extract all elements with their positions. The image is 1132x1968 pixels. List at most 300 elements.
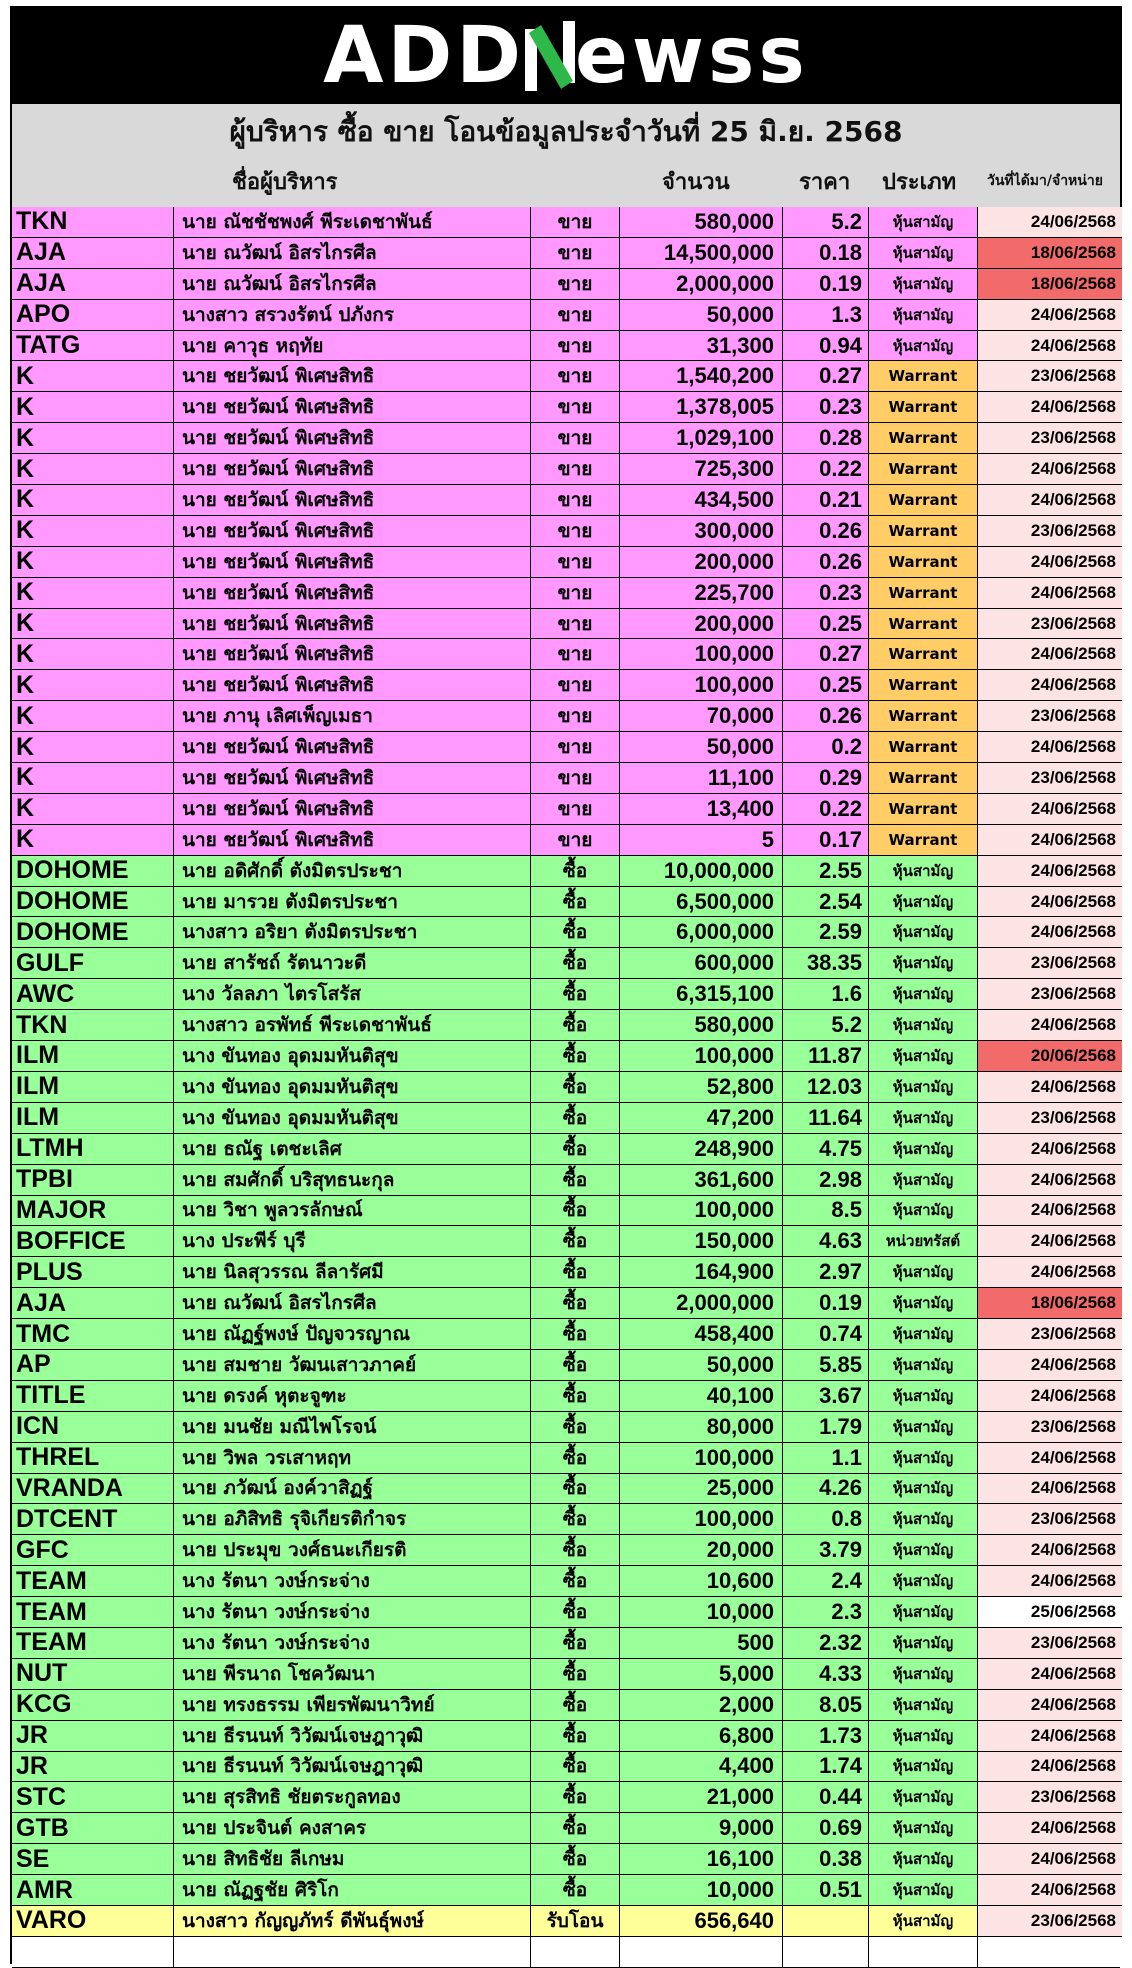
price-cell: 11.64 [783,1103,869,1133]
security-type-cell: Warrant [869,547,978,577]
symbol-cell: VARO [12,1906,174,1936]
amount-cell: 100,000 [620,1504,783,1534]
date-cell: 24/06/2568 [978,1072,1122,1102]
action-cell: ซื้อ [531,948,620,978]
date-cell: 23/06/2568 [978,979,1122,1009]
executive-name-cell: นาย ชยวัฒน์ พิเศษสิทธิ [174,547,531,577]
price-cell: 0.27 [783,361,869,391]
symbol-cell: K [12,794,174,824]
table-row [12,979,1120,1010]
security-type-cell: Warrant [869,732,978,762]
price-cell: 0.27 [783,639,869,669]
col-header-date: วันที่ได้มา/จำหน่าย [987,173,1103,189]
executive-name-cell: นาง รัตนา วงษ์กระจ่าง [174,1628,531,1658]
security-type-cell: หุ้นสามัญ [869,1010,978,1040]
security-type-cell: หุ้นสามัญ [869,1504,978,1534]
executive-name-cell: นาย ณวัฒน์ อิสรไกรศีล [174,238,531,268]
security-type-cell: Warrant [869,763,978,793]
symbol-cell: TEAM [12,1566,174,1596]
amount-cell: 300,000 [620,516,783,546]
symbol-cell: K [12,732,174,762]
executive-name-cell: นาย ณัฏฐชัย ศิริโก [174,1875,531,1905]
executive-name-cell: นาย ชยวัฒน์ พิเศษสิทธิ [174,485,531,515]
action-cell: ขาย [531,578,620,608]
action-cell: ขาย [531,300,620,330]
table-row [12,1072,1120,1103]
amount-cell: 13,400 [620,794,783,824]
action-cell: ขาย [531,207,620,237]
executive-name-cell: นาย ชยวัฒน์ พิเศษสิทธิ [174,639,531,669]
price-cell: 2.4 [783,1566,869,1596]
report-header [12,104,1120,209]
date-cell: 24/06/2568 [978,856,1122,886]
security-type-cell: หุ้นสามัญ [869,1875,978,1905]
executive-name-cell: นาย คาวุธ หฤทัย [174,331,531,361]
symbol-cell: LTMH [12,1134,174,1164]
table-row [12,1782,1120,1813]
logo-text-right: ewss [575,11,809,101]
table-row [12,1628,1120,1659]
amount-cell: 100,000 [620,1443,783,1473]
security-type-cell: หุ้นสามัญ [869,207,978,237]
table-row [12,670,1120,701]
security-type-cell: หุ้นสามัญ [869,1782,978,1812]
action-cell: ซื้อ [531,1504,620,1534]
executive-name-cell: นาย ชยวัฒน์ พิเศษสิทธิ [174,732,531,762]
security-type-cell: หุ้นสามัญ [869,948,978,978]
date-cell: 24/06/2568 [978,300,1122,330]
price-cell: 11.87 [783,1041,869,1071]
action-cell: ขาย [531,361,620,391]
security-type-cell: หุ้นสามัญ [869,1196,978,1226]
table-row [12,1257,1120,1288]
action-cell: ขาย [531,732,620,762]
action-cell: ขาย [531,547,620,577]
price-cell: 0.21 [783,485,869,515]
action-cell: ซื้อ [531,1721,620,1751]
executive-name-cell: นาย วิชา พูลวรลักษณ์ [174,1196,531,1226]
table-row [12,1474,1120,1505]
date-cell: 24/06/2568 [978,1443,1122,1473]
price-cell: 2.98 [783,1165,869,1195]
date-cell: 23/06/2568 [978,763,1122,793]
amount-cell: 10,000 [620,1875,783,1905]
executive-name-cell: นาย ชยวัฒน์ พิเศษสิทธิ [174,670,531,700]
action-cell: ซื้อ [531,1875,620,1905]
symbol-cell: GTB [12,1813,174,1843]
date-cell: 24/06/2568 [978,578,1122,608]
price-cell: 0.2 [783,732,869,762]
security-type-cell: Warrant [869,639,978,669]
symbol-cell: JR [12,1721,174,1751]
executive-name-cell: นาย ชยวัฒน์ พิเศษสิทธิ [174,516,531,546]
amount-cell: 725,300 [620,454,783,484]
price-cell: 8.5 [783,1196,869,1226]
executive-name-cell: นางสาว กัญญภัทร์ ดีพันธุ์พงษ์ [174,1906,531,1936]
action-cell: ซื้อ [531,1010,620,1040]
table-row [12,1165,1120,1196]
date-cell: 24/06/2568 [978,1566,1122,1596]
symbol-cell: AP [12,1350,174,1380]
price-cell: 0.17 [783,825,869,855]
price-cell: 3.67 [783,1381,869,1411]
security-type-cell: หุ้นสามัญ [869,1813,978,1843]
price-cell: 4.75 [783,1134,869,1164]
table-row [12,485,1120,516]
price-cell: 2.97 [783,1257,869,1287]
symbol-cell: SE [12,1844,174,1874]
action-cell: ขาย [531,392,620,422]
security-type-cell: หุ้นสามัญ [869,1535,978,1565]
table-row [12,1721,1120,1752]
date-cell: 18/06/2568 [978,269,1122,299]
table-row [12,454,1120,485]
table-row [12,1381,1120,1412]
table-row [12,1041,1120,1072]
date-cell: 24/06/2568 [978,732,1122,762]
table-row [12,1690,1120,1721]
price-cell: 0.18 [783,238,869,268]
security-type-cell: หุ้นสามัญ [869,1597,978,1627]
date-cell: 23/06/2568 [978,516,1122,546]
security-type-cell: หุ้นสามัญ [869,1350,978,1380]
amount-cell: 20,000 [620,1535,783,1565]
amount-cell: 5,000 [620,1659,783,1689]
security-type-cell: Warrant [869,361,978,391]
date-cell: 24/06/2568 [978,485,1122,515]
symbol-cell: BOFFICE [12,1226,174,1256]
action-cell: ซื้อ [531,1226,620,1256]
action-cell: ซื้อ [531,1566,620,1596]
date-cell: 24/06/2568 [978,1381,1122,1411]
action-cell: ซื้อ [531,1288,620,1318]
symbol-cell: K [12,825,174,855]
action-cell: ซื้อ [531,1690,620,1720]
date-cell: 23/06/2568 [978,1628,1122,1658]
amount-cell: 47,200 [620,1103,783,1133]
table-row [12,578,1120,609]
executive-name-cell: นาย ประจินต์ คงสาคร [174,1813,531,1843]
date-cell: 24/06/2568 [978,1875,1122,1905]
table-row [12,856,1120,887]
amount-cell: 6,800 [620,1721,783,1751]
executive-name-cell: นาย ชยวัฒน์ พิเศษสิทธิ [174,763,531,793]
amount-cell: 11,100 [620,763,783,793]
executive-name-cell: นาง รัตนา วงษ์กระจ่าง [174,1597,531,1627]
security-type-cell: หุ้นสามัญ [869,1319,978,1349]
security-type-cell: หุ้นสามัญ [869,1474,978,1504]
table-row [12,1010,1120,1041]
action-cell: ซื้อ [531,1103,620,1133]
action-cell: ซื้อ [531,979,620,1009]
date-cell: 24/06/2568 [978,1165,1122,1195]
date-cell: 24/06/2568 [978,1010,1122,1040]
price-cell: 1.1 [783,1443,869,1473]
table-row [12,1288,1120,1319]
date-cell: 24/06/2568 [978,1659,1122,1689]
price-cell: 4.33 [783,1659,869,1689]
security-type-cell: หุ้นสามัญ [869,1288,978,1318]
action-cell: ซื้อ [531,887,620,917]
amount-cell: 6,000,000 [620,917,783,947]
amount-cell: 2,000,000 [620,269,783,299]
date-cell: 23/06/2568 [978,1103,1122,1133]
amount-cell: 9,000 [620,1813,783,1843]
action-cell: ซื้อ [531,917,620,947]
date-cell: 23/06/2568 [978,1782,1122,1812]
security-type-cell: Warrant [869,701,978,731]
table-row [12,1597,1120,1628]
price-cell: 0.74 [783,1319,869,1349]
table-row [12,1412,1120,1443]
symbol-cell: AWC [12,979,174,1009]
executive-name-cell: นาง ขันทอง อุดมมหันติสุข [174,1041,531,1071]
action-cell: ซื้อ [531,1412,620,1442]
amount-cell: 580,000 [620,207,783,237]
action-cell: ซื้อ [531,1381,620,1411]
executive-name-cell: นาย ธีรนนท์ วิวัฒน์เจษฎาวุฒิ [174,1752,531,1782]
action-cell: ซื้อ [531,1474,620,1504]
table-row [12,732,1120,763]
security-type-cell: Warrant [869,454,978,484]
action-cell: ขาย [531,825,620,855]
price-cell: 0.28 [783,423,869,453]
amount-cell: 150,000 [620,1226,783,1256]
action-cell: ซื้อ [531,1196,620,1226]
price-cell [783,1906,869,1936]
symbol-cell: DOHOME [12,856,174,886]
price-cell: 0.25 [783,609,869,639]
table-row [12,1906,1120,1937]
insider-table [12,207,1120,1968]
action-cell: ซื้อ [531,1782,620,1812]
security-type-cell: Warrant [869,609,978,639]
symbol-cell: TKN [12,207,174,237]
price-cell: 0.69 [783,1813,869,1843]
amount-cell: 5 [620,825,783,855]
security-type-cell: หุ้นสามัญ [869,1443,978,1473]
price-cell: 0.51 [783,1875,869,1905]
table-row [12,1226,1120,1257]
security-type-cell: หุ้นสามัญ [869,238,978,268]
price-cell: 0.26 [783,547,869,577]
symbol-cell: GULF [12,948,174,978]
report-title: ผู้บริหาร ซื้อ ขาย โอนข้อมูลประจำวันที่ 25 มิ.ย. 2568 [229,115,903,148]
date-cell: 24/06/2568 [978,1257,1122,1287]
price-cell: 0.22 [783,454,869,484]
table-row [12,917,1120,948]
security-type-cell: หุ้นสามัญ [869,1134,978,1164]
amount-cell: 458,400 [620,1319,783,1349]
price-cell: 2.55 [783,856,869,886]
table-row [12,361,1120,392]
action-cell: ซื้อ [531,1597,620,1627]
table-row [12,269,1120,300]
table-row [12,1659,1120,1690]
action-cell: ซื้อ [531,1165,620,1195]
security-type-cell: หุ้นสามัญ [869,1721,978,1751]
executive-name-cell: นาย ทรงธรรม เพียรพัฒนาวิทย์ [174,1690,531,1720]
amount-cell: 80,000 [620,1412,783,1442]
table-row [12,1813,1120,1844]
amount-cell: 40,100 [620,1381,783,1411]
date-cell: 24/06/2568 [978,1196,1122,1226]
logo-slash-icon [521,19,579,93]
date-cell: 18/06/2568 [978,1288,1122,1318]
symbol-cell: GFC [12,1535,174,1565]
executive-name-cell: นาง รัตนา วงษ์กระจ่าง [174,1566,531,1596]
price-cell: 38.35 [783,948,869,978]
price-cell: 1.79 [783,1412,869,1442]
table-row [12,1752,1120,1783]
table-row [12,609,1120,640]
action-cell: รับโอน [531,1906,620,1936]
amount-cell: 225,700 [620,578,783,608]
price-cell: 2.59 [783,917,869,947]
executive-name-cell: นาย ดรงค์ หุตะจูฑะ [174,1381,531,1411]
security-type-cell: หุ้นสามัญ [869,331,978,361]
security-type-cell: หุ้นสามัญ [869,1906,978,1936]
amount-cell: 200,000 [620,609,783,639]
logo-text-left: ADD [323,11,526,101]
security-type-cell: หุ้นสามัญ [869,1844,978,1874]
symbol-cell: PLUS [12,1257,174,1287]
executive-name-cell: นาย ชยวัฒน์ พิเศษสิทธิ [174,609,531,639]
amount-cell: 1,029,100 [620,423,783,453]
table-row [12,1443,1120,1474]
date-cell: 24/06/2568 [978,207,1122,237]
executive-name-cell: นาย ณัฏฐ์พงษ์ ปัญจวรญาณ [174,1319,531,1349]
security-type-cell [869,1937,978,1967]
security-type-cell: หุ้นสามัญ [869,1752,978,1782]
price-cell: 3.79 [783,1535,869,1565]
date-cell: 24/06/2568 [978,1844,1122,1874]
table-row [12,887,1120,918]
price-cell: 2.54 [783,887,869,917]
price-cell: 0.23 [783,578,869,608]
symbol-cell: K [12,670,174,700]
security-type-cell: หุ้นสามัญ [869,1072,978,1102]
executive-name-cell: นาง วัลลภา ไตรโสรัส [174,979,531,1009]
security-type-cell: Warrant [869,516,978,546]
price-cell: 5.2 [783,207,869,237]
symbol-cell: K [12,516,174,546]
symbol-cell [12,1937,174,1967]
amount-cell: 100,000 [620,670,783,700]
symbol-cell: AJA [12,238,174,268]
executive-name-cell: นาย ชยวัฒน์ พิเศษสิทธิ [174,361,531,391]
table-row [12,794,1120,825]
symbol-cell: K [12,392,174,422]
security-type-cell: หุ้นสามัญ [869,1566,978,1596]
symbol-cell: K [12,701,174,731]
symbol-cell: DOHOME [12,917,174,947]
executive-name-cell: นาย ชยวัฒน์ พิเศษสิทธิ [174,825,531,855]
symbol-cell: THREL [12,1443,174,1473]
symbol-cell: TEAM [12,1597,174,1627]
executive-name-cell: นาย ณวัฒน์ อิสรไกรศีล [174,1288,531,1318]
security-type-cell: หุ้นสามัญ [869,1103,978,1133]
date-cell: 24/06/2568 [978,392,1122,422]
table-row [12,1566,1120,1597]
action-cell: ซื้อ [531,1350,620,1380]
action-cell: ขาย [531,454,620,484]
amount-cell: 16,100 [620,1844,783,1874]
amount-cell: 1,378,005 [620,392,783,422]
symbol-cell: DTCENT [12,1504,174,1534]
price-cell: 0.94 [783,331,869,361]
amount-cell: 361,600 [620,1165,783,1195]
symbol-cell: TKN [12,1010,174,1040]
price-cell: 0.22 [783,794,869,824]
date-cell: 24/06/2568 [978,917,1122,947]
date-cell: 23/06/2568 [978,1412,1122,1442]
date-cell: 23/06/2568 [978,609,1122,639]
security-type-cell: หุ้นสามัญ [869,1659,978,1689]
amount-cell: 100,000 [620,639,783,669]
amount-cell: 10,600 [620,1566,783,1596]
symbol-cell: AJA [12,1288,174,1318]
price-cell: 0.19 [783,1288,869,1318]
date-cell: 23/06/2568 [978,423,1122,453]
security-type-cell: หุ้นสามัญ [869,979,978,1009]
symbol-cell: AJA [12,269,174,299]
action-cell: ซื้อ [531,1535,620,1565]
date-cell: 24/06/2568 [978,670,1122,700]
table-row [12,1350,1120,1381]
security-type-cell: หุ้นสามัญ [869,917,978,947]
date-cell: 24/06/2568 [978,1690,1122,1720]
action-cell: ขาย [531,423,620,453]
amount-cell: 580,000 [620,1010,783,1040]
executive-name-cell: นาง ขันทอง อุดมมหันติสุข [174,1103,531,1133]
symbol-cell: DOHOME [12,887,174,917]
action-cell: ซื้อ [531,1659,620,1689]
executive-name-cell: นาย ธณัฐ เตชะเลิศ [174,1134,531,1164]
price-cell: 0.23 [783,392,869,422]
date-cell: 23/06/2568 [978,948,1122,978]
col-header-name: ชื่อผู้บริหาร [232,170,338,195]
date-cell: 24/06/2568 [978,1813,1122,1843]
price-cell: 2.32 [783,1628,869,1658]
action-cell: ขาย [531,485,620,515]
executive-name-cell: นาย ภานุ เลิศเพ็ญเมธา [174,701,531,731]
executive-name-cell: นาย สมศักดิ์ บริสุทธนะกุล [174,1165,531,1195]
symbol-cell: VRANDA [12,1474,174,1504]
symbol-cell: K [12,763,174,793]
security-type-cell: หุ้นสามัญ [869,1412,978,1442]
amount-cell: 21,000 [620,1782,783,1812]
executive-name-cell: นาย สมชาย วัฒนเสาวภาคย์ [174,1350,531,1380]
symbol-cell: K [12,361,174,391]
action-cell: ขาย [531,238,620,268]
amount-cell: 248,900 [620,1134,783,1164]
security-type-cell: Warrant [869,578,978,608]
executive-name-cell: นางสาว อริยา ตังมิตรประชา [174,917,531,947]
table-row [12,1196,1120,1227]
table-row [12,1504,1120,1535]
executive-name-cell: นาย สุรสิทธิ ชัยตระกูลทอง [174,1782,531,1812]
action-cell: ขาย [531,516,620,546]
date-cell: 24/06/2568 [978,794,1122,824]
action-cell: ขาย [531,639,620,669]
date-cell: 23/06/2568 [978,1504,1122,1534]
date-cell: 24/06/2568 [978,825,1122,855]
amount-cell: 600,000 [620,948,783,978]
symbol-cell: K [12,609,174,639]
amount-cell: 70,000 [620,701,783,731]
price-cell [783,1937,869,1967]
